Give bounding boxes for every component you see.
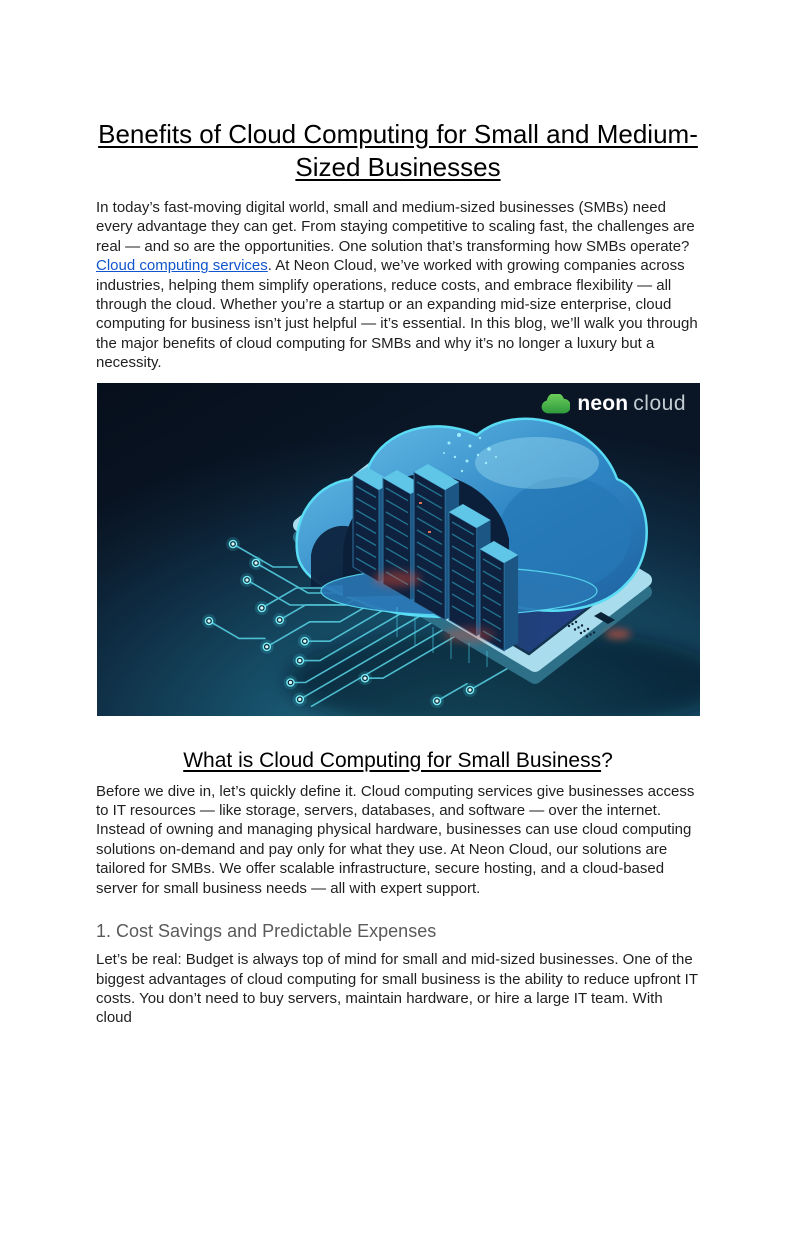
cloud-computing-services-link[interactable]: Cloud computing services [96,257,268,275]
logo-brand-name: neon [577,391,629,415]
subsection-heading: 1. Cost Savings and Predictable Expenses [96,921,437,942]
intro-text-after-link: . At Neon Cloud, we’ve worked with growing companies across industries, helping them simplify operations, reduce costs, and embrace flexibility — all through the cloud. Whether you’re a startup or an expanding mid-size enterprise, cloud computing for business isn’t just helpful — it’s essential. In this blog, we’ll walk you through the major benefits of cloud computing for SMBs and why it’s no longer a luxury but a necessity. [96,257,698,372]
cloud-phone-illustration [97,383,700,716]
section-heading-underlined: What is Cloud Computing for Small Business [183,748,602,772]
logo-brand-suffix: cloud [633,391,686,415]
document-page [0,118,795,1241]
document-title: Benefits of Cloud Computing for Small and Medium-Sized Businesses [98,119,698,182]
intro-paragraph [96,198,700,373]
green-cloud-icon [540,394,570,414]
section-paragraph: Before we dive in, let’s quickly define it. Cloud computing services give businesses access to IT resources — like storage, servers, databases, and software — over the internet. Instead of owning and managing physical hardware, businesses can use cloud computing solutions on-demand and pay only for what they use. At Neon Cloud, our solutions are tailored for SMBs. We offer scalable infrastructure, secure hosting, and a cloud-based server for small business needs — all with expert support. [96,782,695,897]
hero-image [97,383,700,716]
section-heading [96,747,700,774]
subsection-paragraph: Let’s be real: Budget is always top of mind for small and mid-sized businesses. One of the biggest advantages of cloud computing for small business is the ability to reduce upfront IT costs. You don’t need to buy servers, maintain hardware, or hire a large IT team. With cloud [96,951,698,1027]
intro-text-before-link: In today’s fast-moving digital world, small and medium-sized businesses (SMBs) need every advantage they can get. From staying competitive to scaling fast, the challenges are real — and so are the opportunities. One solution that’s transforming how SMBs operate? [96,199,695,255]
neon-cloud-logo [540,392,686,416]
section-heading-suffix: ? [601,748,613,772]
